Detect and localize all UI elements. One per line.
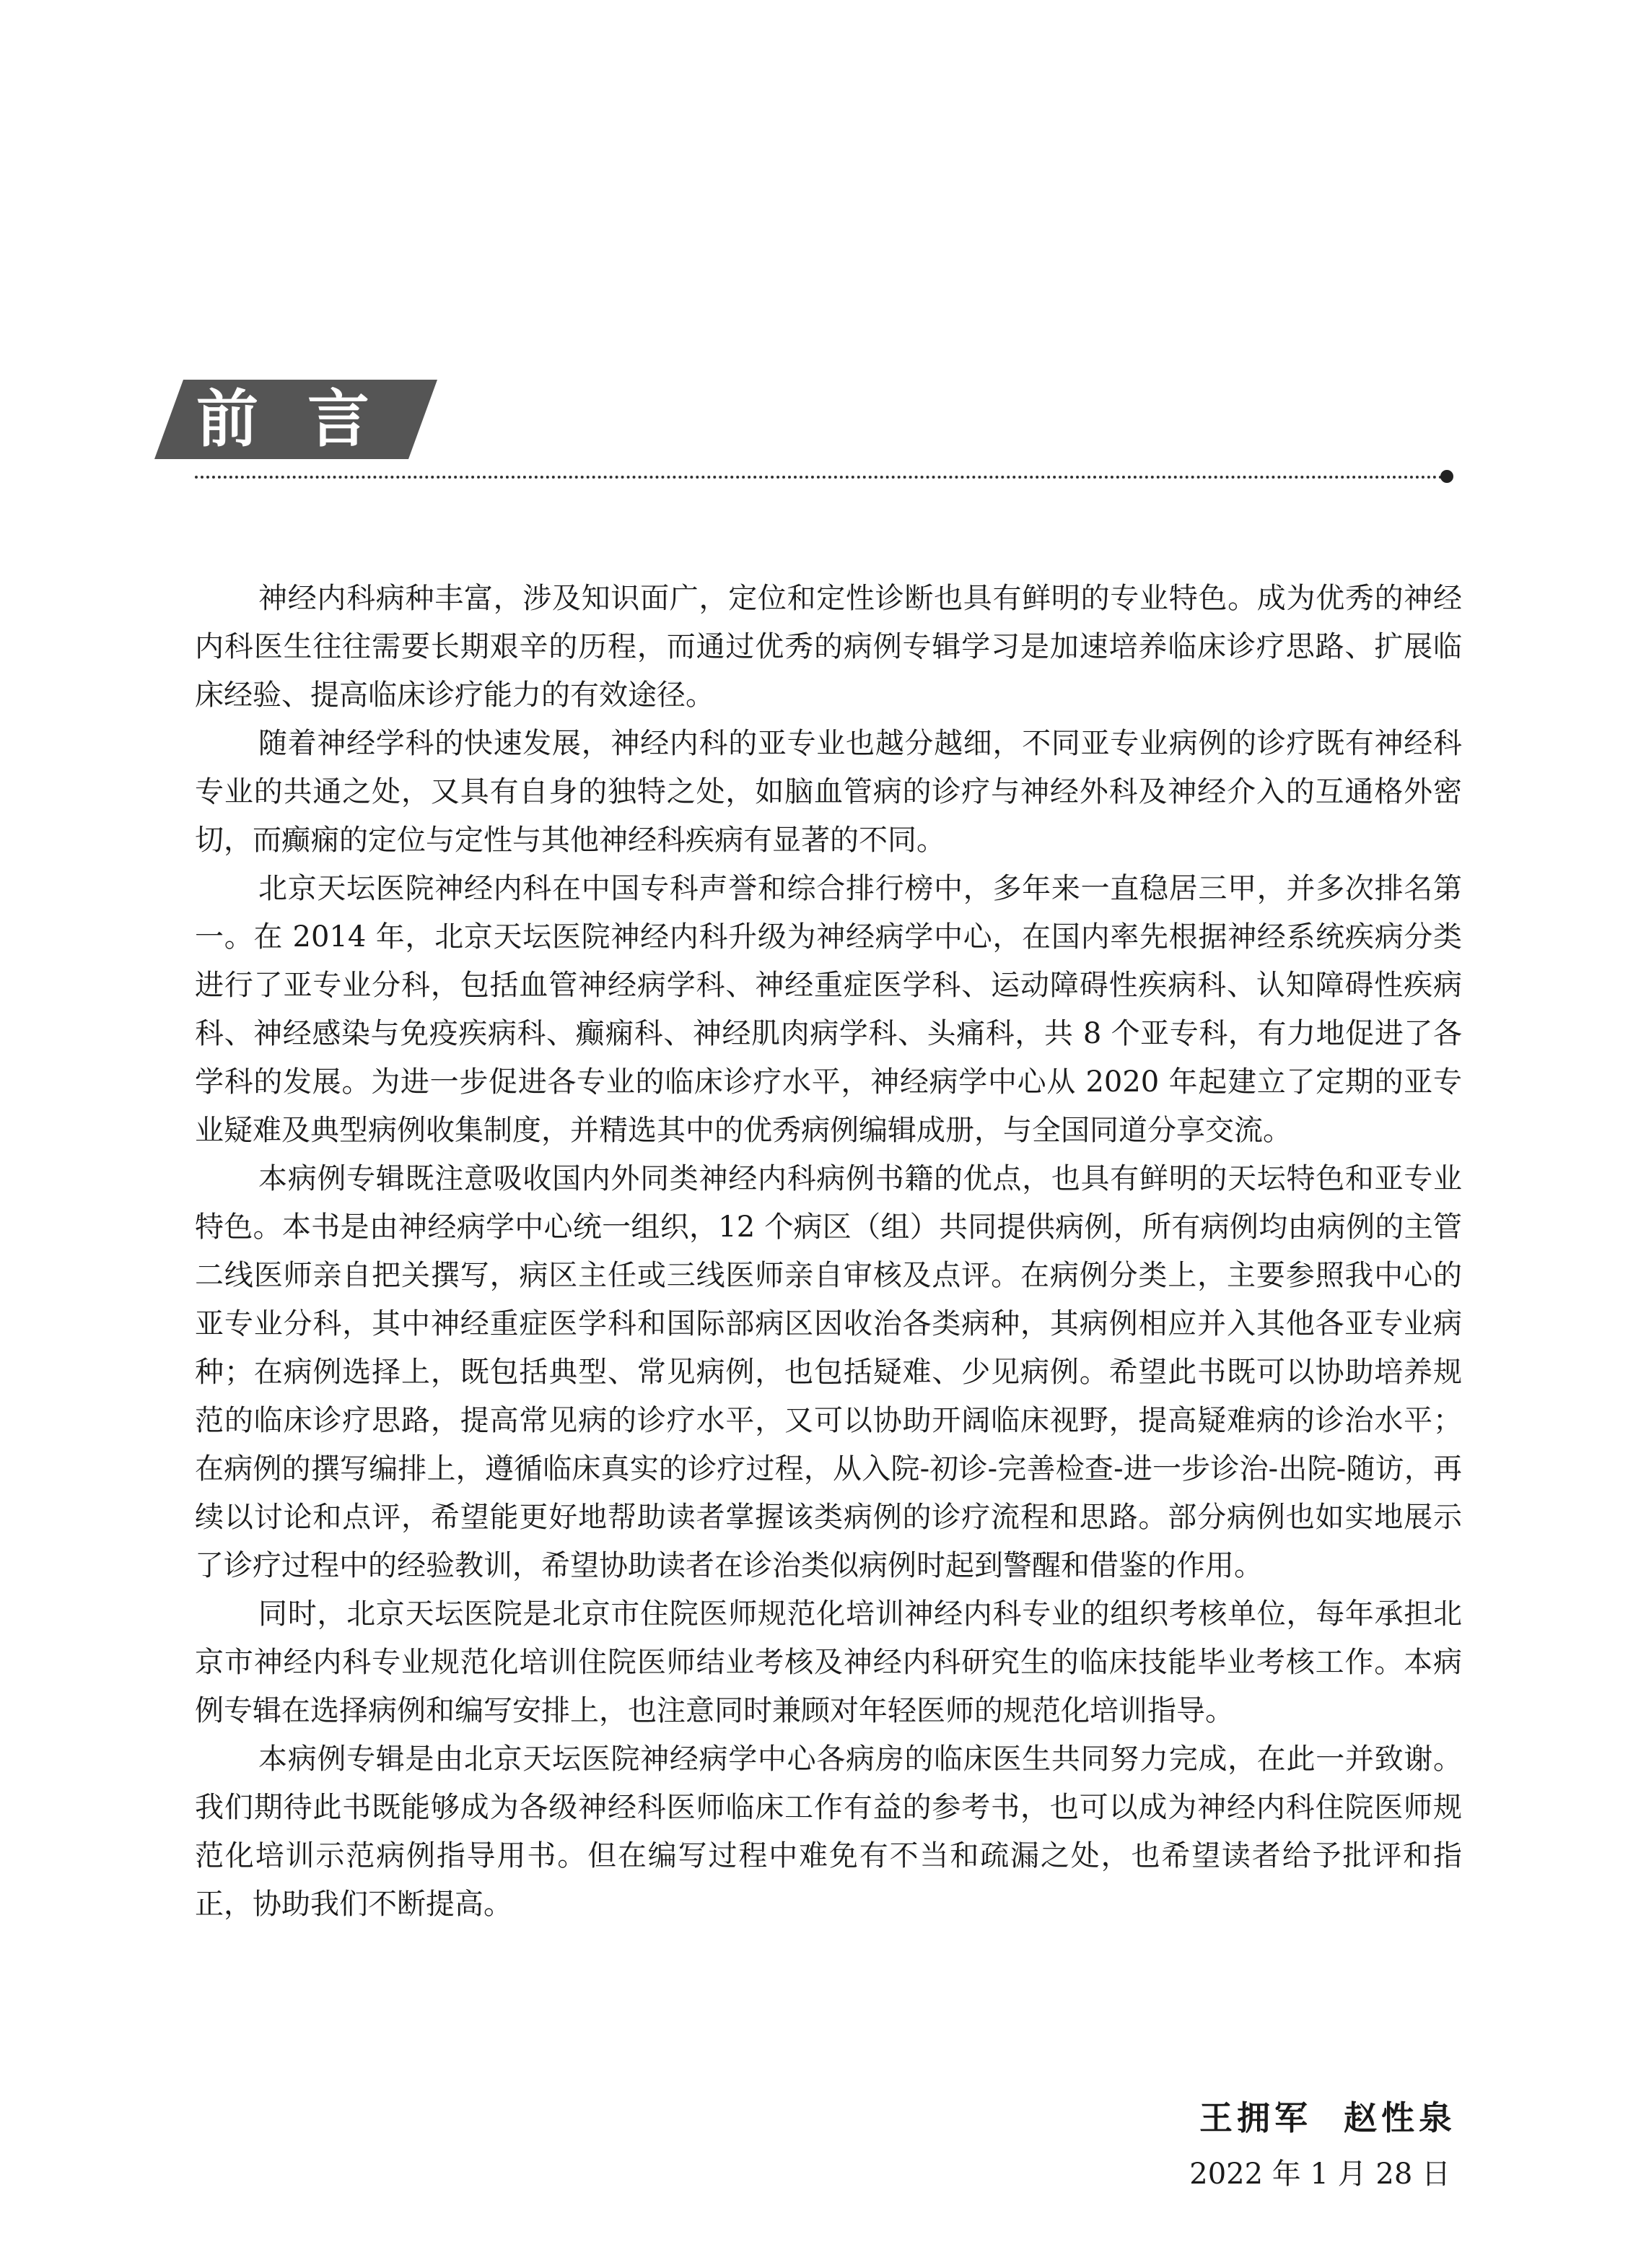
paragraph: 随着神经学科的快速发展，神经内科的亚专业也越分越细，不同亚专业病例的诊疗既有神经科专业的共通之处，又具有自身的独特之处，如脑血管病的诊疗与神经外科及神经介入的互通格外密切，而癫痫的定位与定性与其他神经科疾病有显著的不同。 xyxy=(195,727,1462,857)
title-divider xyxy=(195,469,1453,484)
paragraph: 同时，北京天坛医院是北京市住院医师规范化培训神经内科专业的组织考核单位，每年承担北京市神经内科专业规范化培训住院医师结业考核及神经内科研究生的临床技能毕业考核工作。本病例专辑在选择病例和编写安排上，也注意同时兼顾对年轻医师的规范化培训指导。 xyxy=(195,1597,1462,1727)
author-signature: 王拥军 赵性泉 xyxy=(1199,2098,1456,2137)
paragraph: 神经内科病种丰富，涉及知识面广，定位和定性诊断也具有鲜明的专业特色。成为优秀的神经内科医生往往需要长期艰辛的历程，而通过优秀的病例专辑学习是加速培养临床诊疗思路、扩展临床经验、提高临床诊疗能力的有效途径。 xyxy=(195,582,1462,712)
dotted-line xyxy=(195,476,1443,479)
page-title: 前言 xyxy=(196,383,419,455)
bullet-dot-icon xyxy=(1440,470,1453,483)
title-banner xyxy=(154,380,437,459)
signature-date: 2022 年 1 月 28 日 xyxy=(1189,2158,1450,2191)
paragraph: 本病例专辑既注意吸收国内外同类神经内科病例书籍的优点，也具有鲜明的天坛特色和亚专业特色。本书是由神经病学中心统一组织，12 个病区（组）共同提供病例，所有病例均由病例的主管二线医师亲自把关撰写，病区主任或三线医师亲自审核及点评。在病例分类上，主要参照我中心的亚专业分科，其中神经重症医学科和国际部病区因收治各类病种，其病例相应并入其他各亚专业病种；在病例选择上，既包括典型、常见病例，也包括疑难、少见病例。希望此书既可以协助培养规范的临床诊疗思路，提高常见病的诊疗水平，又可以协助开阔临床视野，提高疑难病的诊治水平；在病例的撰写编排上，遵循临床真实的诊疗过程，从入院-初诊-完善检查-进一步诊治-出院-随访，再续以讨论和点评，希望能更好地帮助读者掌握该类病例的诊疗流程和思路。部分病例也如实地展示了诊疗过程中的经验教训，希望协助读者在诊治类似病例时起到警醒和借鉴的作用。 xyxy=(195,1162,1462,1582)
paragraph: 北京天坛医院神经内科在中国专科声誉和综合排行榜中，多年来一直稳居三甲，并多次排名第一。在 2014 年，北京天坛医院神经内科升级为神经病学中心，在国内率先根据神经系统疾病分类进行了亚专业分科，包括血管神经病学科、神经重症医学科、运动障碍性疾病科、认知障碍性疾病科、神经感染与免疫疾病科、癫痫科、神经肌肉病学科、头痛科，共 8 个亚专科，有力地促进了各学科的发展。为进一步促进各专业的临床诊疗水平，神经病学中心从 2020 年起建立了定期的亚专业疑难及典型病例收集制度，并精选其中的优秀病例编辑成册，与全国同道分享交流。 xyxy=(195,872,1462,1147)
paragraph: 本病例专辑是由北京天坛医院神经病学中心各病房的临床医生共同努力完成，在此一并致谢。我们期待此书既能够成为各级神经科医师临床工作有益的参考书，也可以成为神经内科住院医师规范化培训示范病例指导用书。但在编写过程中难免有不当和疏漏之处，也希望读者给予批评和指正，协助我们不断提高。 xyxy=(195,1743,1462,1921)
preface-body xyxy=(195,575,1462,1929)
